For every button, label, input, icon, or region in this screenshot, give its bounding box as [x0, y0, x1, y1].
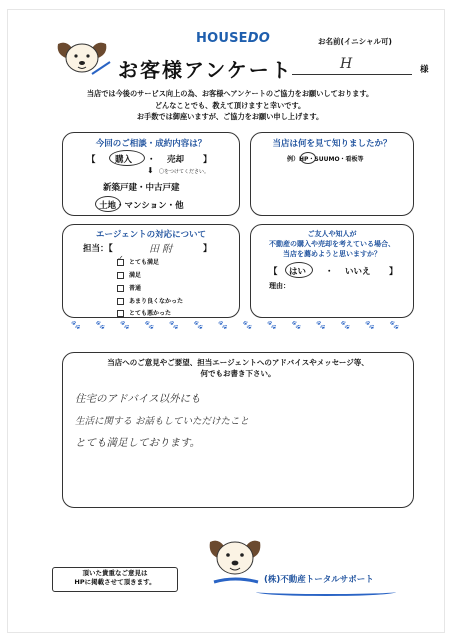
- page-title: お客様アンケート: [118, 58, 293, 82]
- paw-icon: 🐾︎: [315, 321, 327, 331]
- recommend-box: [250, 224, 414, 318]
- rating-label: あまり良くなかった: [129, 298, 184, 305]
- paw-icon: 🐾︎: [119, 321, 131, 331]
- comment-answer-line[interactable]: 住宅のアドバイス以外にも: [75, 393, 201, 405]
- note-line: HPに掲載させて頂きます。: [74, 578, 156, 586]
- dog-mascot-icon: [52, 34, 114, 80]
- rating-option[interactable]: [117, 308, 171, 317]
- option-buy[interactable]: 購入: [115, 155, 133, 165]
- rating-label: とても満足: [129, 259, 160, 266]
- intro-text: [40, 88, 420, 123]
- consultation-box: [62, 132, 240, 216]
- company-logo: HOUSEDO: [196, 31, 270, 46]
- rating-option[interactable]: [117, 283, 141, 292]
- paw-icon: 🐾︎: [94, 321, 106, 331]
- property-types-line[interactable]: 土地・マンション・他: [99, 201, 184, 211]
- comment-title-line: 何でもお書き下さい。: [200, 369, 276, 378]
- intro-line: 当店では今後のサービス向上の為、お客様へアンケートのご協力をお願いしております。: [86, 89, 374, 98]
- paw-icon: 🐾︎: [168, 321, 180, 331]
- paw-icon: 🐾︎: [266, 321, 278, 331]
- hp-publish-note: [52, 567, 178, 592]
- agent-title: エージェントの対応について: [96, 230, 206, 240]
- paw-icon: 🐾︎: [290, 321, 302, 331]
- source-title: 当店は何を見て知りましたか？: [272, 139, 392, 149]
- recommend-title-line: ご友人や知人が: [307, 230, 357, 238]
- agent-label: 担当：【: [83, 244, 113, 254]
- answer-no[interactable]: いいえ: [345, 267, 371, 277]
- rating-label: とても悪かった: [129, 310, 172, 317]
- checkbox[interactable]: [117, 272, 124, 279]
- comment-title-line: 当店へのご意見やご要望、担当エージェントへのアドバイスやメッセージ等、: [107, 358, 369, 367]
- intro-line: お手数では御座いますが、ご協力をお願い申し上げます。: [136, 112, 324, 121]
- paw-icon: 🐾︎: [192, 321, 204, 331]
- checkbox[interactable]: [117, 298, 124, 305]
- rating-option[interactable]: [117, 270, 141, 279]
- recommend-title-line: 当店を薦めようと思いますか？: [283, 250, 381, 258]
- arrow-down-icon: ⬇: [147, 166, 154, 175]
- option-sell[interactable]: 売却: [167, 155, 185, 165]
- paw-icon: 🐾︎: [143, 321, 155, 331]
- bracket-close: 】: [389, 267, 398, 277]
- name-field-value[interactable]: H: [340, 56, 353, 72]
- reason-label: 理由：: [269, 282, 290, 290]
- property-types-line[interactable]: 新築戸建・中古戸建: [103, 183, 180, 193]
- source-box: [250, 132, 414, 216]
- source-example[interactable]: 例）HP・SUUMO・看板等: [287, 156, 364, 163]
- answer-yes[interactable]: はい: [289, 267, 307, 277]
- paw-icon: 🐾︎: [339, 321, 351, 331]
- name-underline: [292, 74, 412, 75]
- paw-divider: [70, 321, 400, 331]
- bracket-close: 】: [203, 155, 212, 165]
- rating-label: 普通: [129, 285, 142, 292]
- rating-option[interactable]: [117, 296, 183, 305]
- option-separator: ・: [325, 267, 334, 277]
- bracket-open: 【: [87, 155, 96, 165]
- option-separator: ・: [147, 155, 156, 165]
- rating-label: 満足: [129, 272, 142, 279]
- company-underline: [256, 588, 396, 596]
- paw-icon: 🐾︎: [241, 321, 253, 331]
- dog-mascot-icon: [206, 532, 264, 590]
- comment-answer-line[interactable]: 生活に関する お話もしていただけたこと: [75, 416, 250, 427]
- checkbox-checked[interactable]: [117, 259, 124, 266]
- note-line: 頂いた貴重なご意見は: [82, 569, 148, 577]
- paw-icon: 🐾︎: [364, 321, 376, 331]
- intro-line: どんなことでも、教えて頂けますと幸いです。: [154, 100, 306, 110]
- rating-option[interactable]: [117, 257, 159, 266]
- paw-icon: 🐾︎: [217, 321, 229, 331]
- checkbox[interactable]: [117, 310, 124, 317]
- recommend-title: [251, 229, 413, 259]
- paw-icon: 🐾︎: [70, 321, 82, 331]
- comment-answer-line[interactable]: とても満足しております。: [75, 437, 201, 449]
- agent-name-value[interactable]: 田 附: [149, 244, 173, 255]
- company-name: (株)不動産トータルサポート: [264, 575, 374, 585]
- checkbox[interactable]: [117, 285, 124, 292]
- recommend-title-line: 不動産の購入や売却を考えている場合、: [269, 240, 395, 248]
- honorific-label: 様: [420, 65, 429, 75]
- hint-text: 〇をつけてください。: [159, 169, 210, 175]
- consultation-title: 今回のご相談・成約内容は？: [95, 139, 207, 149]
- paw-icon: 🐾︎: [388, 321, 400, 331]
- name-field-label: お名前(イニシャル可): [318, 37, 392, 46]
- agent-box: [62, 224, 240, 318]
- bracket-open: 【: [269, 267, 278, 277]
- comment-title: [63, 357, 413, 379]
- bracket-close: 】: [203, 244, 212, 254]
- comment-box: [62, 352, 414, 508]
